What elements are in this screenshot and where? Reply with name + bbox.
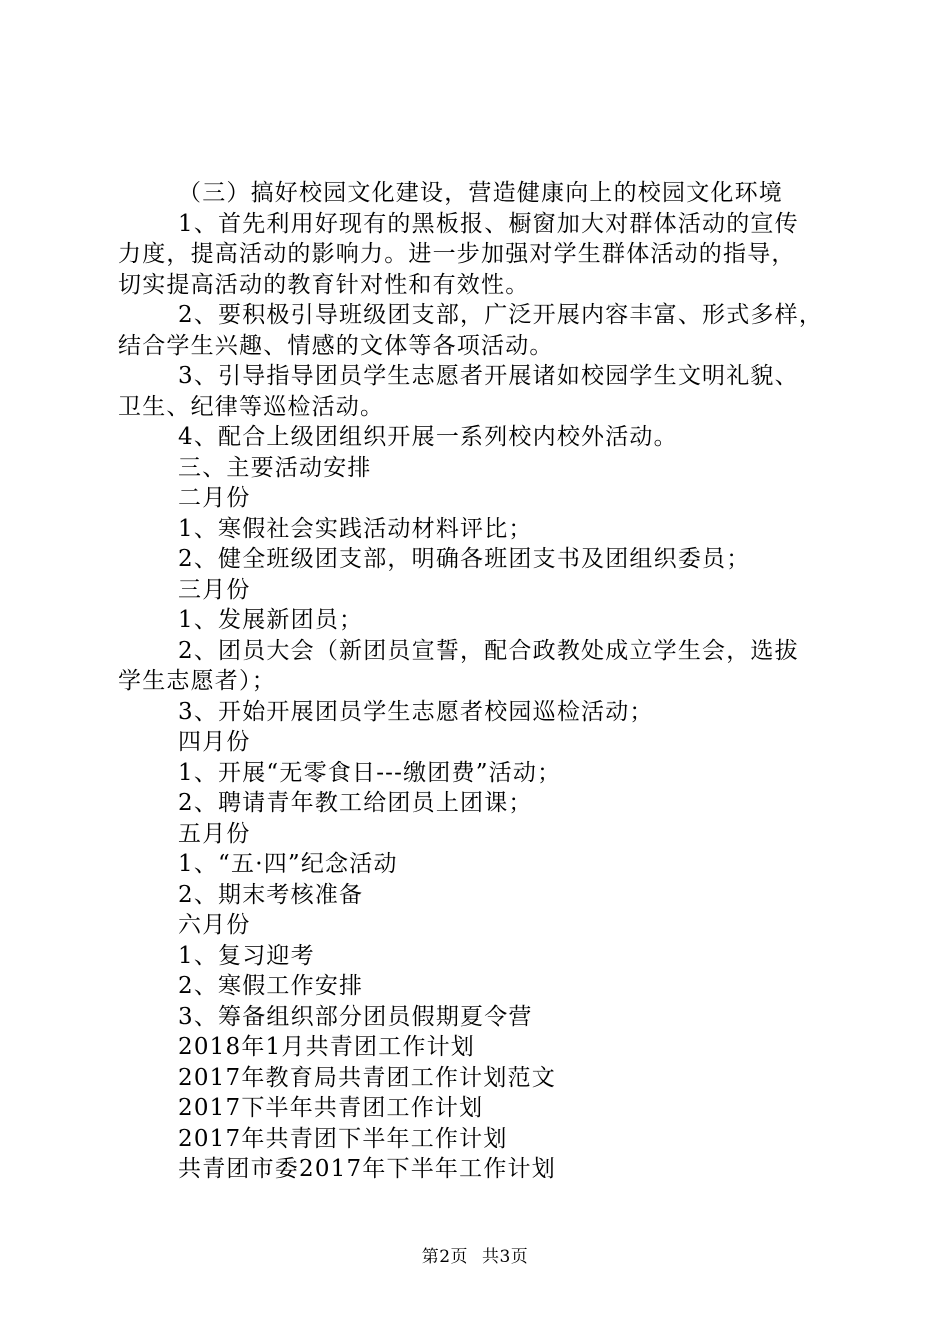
text-line: 二月份 xyxy=(178,485,251,511)
text-line: 学生志愿者）； xyxy=(118,668,276,694)
text-line: 2、寒假工作安排 xyxy=(178,973,364,999)
text-line: 卫生、纪律等巡检活动。 xyxy=(118,393,385,420)
text-line: 力度，提高活动的影响力。进一步加强对学生群体活动的指导， xyxy=(118,241,796,267)
text-line: 四月份 xyxy=(178,729,251,755)
text-line: 2、聘请青年教工给团员上团课； xyxy=(178,790,533,816)
text-line: 2、团员大会（新团员宣誓，配合政教处成立学生会，选拔 xyxy=(178,637,799,664)
text-line: 3、引导指导团员学生志愿者开展诸如校园学生文明礼貌、 xyxy=(178,363,799,389)
text-line: 3、筹备组织部分团员假期夏令营 xyxy=(178,1003,533,1030)
page-footer xyxy=(0,1242,950,1267)
page-number: 第2页 xyxy=(421,1247,469,1267)
text-line: 4、配合上级团组织开展一系列校内校外活动。 xyxy=(178,424,678,450)
text-line: 1、发展新团员； xyxy=(178,607,364,633)
text-line: 六月份 xyxy=(178,912,251,938)
text-line: 1、寒假社会实践活动材料评比； xyxy=(178,515,533,542)
text-line: 五月份 xyxy=(178,820,251,847)
text-line: 共青团市委2017年下半年工作计划 xyxy=(178,1156,556,1182)
text-line: 1、首先利用好现有的黑板报、橱窗加大对群体活动的宣传 xyxy=(178,210,799,237)
document-body xyxy=(118,178,838,1185)
text-line: 切实提高活动的教育针对性和有效性。 xyxy=(118,271,530,298)
text-line: 2、期末考核准备 xyxy=(178,881,364,908)
text-line: 2018年1月共青团工作计划 xyxy=(178,1034,475,1060)
text-line: 3、开始开展团员学生志愿者校园巡检活动； xyxy=(178,698,654,725)
text-line: 2017下半年共青团工作计划 xyxy=(178,1095,484,1121)
text-line: 1、“五·四”纪念活动 xyxy=(178,851,398,877)
text-line: 2017年教育局共青团工作计划范文 xyxy=(178,1064,556,1091)
text-line: 1、开展“无零食日---缴团费”活动； xyxy=(178,759,562,786)
text-line: 结合学生兴趣、情感的文体等各项活动。 xyxy=(118,332,554,359)
text-line: 2、要积极引导班级团支部，广泛开展内容丰富、形式多样， xyxy=(178,302,824,328)
text-line: （三）搞好校园文化建设，营造健康向上的校园文化环境 xyxy=(178,180,783,206)
text-line: 三月份 xyxy=(178,576,251,603)
text-line: 1、复习迎考 xyxy=(178,942,315,969)
text-line: 三、主要活动安排 xyxy=(178,454,372,481)
text-line: 2017年共青团下半年工作计划 xyxy=(178,1125,508,1152)
text-line: 2、健全班级团支部，明确各班团支书及团组织委员； xyxy=(178,546,751,572)
page-total: 共3页 xyxy=(481,1247,529,1267)
